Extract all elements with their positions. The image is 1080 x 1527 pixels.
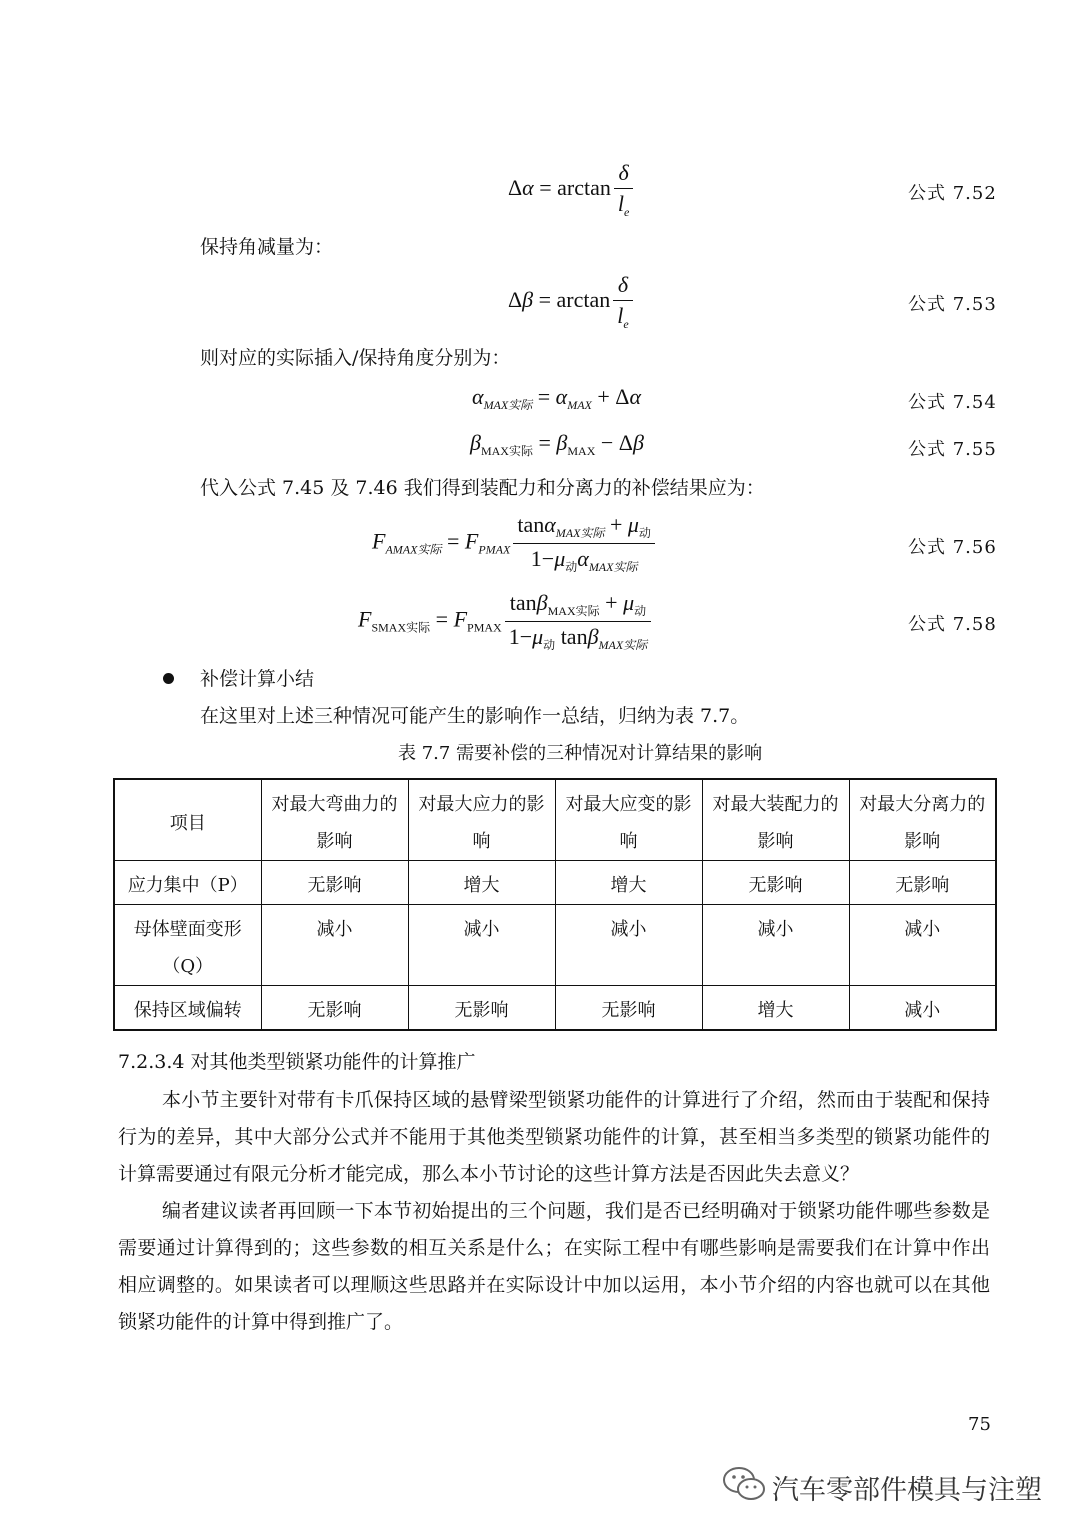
table-caption: 表 7.7 需要补偿的三种情况对计算结果的影响	[398, 743, 763, 764]
table-header-cell: 对最大分离力的影响	[849, 779, 996, 861]
table-cell: 减小	[702, 905, 849, 986]
table-row-label: 母体壁面变形（Q）	[114, 905, 261, 986]
paragraph: 本小节主要针对带有卡爪保持区域的悬臂梁型锁紧功能件的计算进行了介绍，然而由于装配和保持行为的差异，其中大部分公式并不能用于其他类型锁紧功能件的计算，甚至相当多类型的锁紧功能件的计算需要通过有限元分析才能完成，那么本小节讨论的这些计算方法是否因此失去意义？	[118, 1089, 990, 1185]
text-substitute: 代入公式 7.45 及 7.46 我们得到装配力和分离力的补偿结果应为：	[200, 477, 765, 499]
paragraph: 编者建议读者再回顾一下本节初始提出的三个问题，我们是否已经明确对于锁紧功能件哪些参数是需要通过计算得到的；这些参数的相互关系是什么；在实际工程中有哪些影响是需要我们在计算中作出相应调整的。如果读者可以理顺这些思路并在实际设计中加以运用，本小节介绍的内容也就可以在其他锁紧功能件的计算中得到推广了。	[118, 1200, 990, 1333]
table-row	[114, 861, 996, 905]
equation-label: 公式 7.54	[908, 392, 997, 413]
table-cell: 无影响	[849, 861, 996, 905]
equation-label: 公式 7.58	[908, 614, 997, 635]
bullet-dot-icon	[163, 673, 174, 684]
table-header-cell: 对最大应变的影响	[555, 779, 702, 861]
table-header-row	[114, 779, 996, 861]
section-heading: 7.2.3.4 对其他类型锁紧功能件的计算推广	[118, 1051, 476, 1073]
table-cell: 无影响	[261, 861, 408, 905]
equation-7-56: $F_{AMAX实际} = F_{PMAX}$ $\frac{\tan\alpha_{MAX实际} + \mu_动}{1-\mu_动\alpha_{MAX实际}}$	[372, 512, 658, 575]
table-header-cell: 对最大应力的影响	[408, 779, 555, 861]
equation-7-54: $\alpha_{MAX实际} = \alpha_{MAX} + \Delta\alpha$	[472, 384, 641, 412]
equation-7-52: Δα = arctan $\frac{\delta}{l_e}$	[508, 160, 636, 220]
results-table	[113, 778, 997, 1031]
table-row-label: 应力集中（P）	[114, 861, 261, 905]
text-summary-intro: 在这里对上述三种情况可能产生的影响作一总结，归纳为表 7.7。	[200, 705, 750, 727]
page-number: 75	[968, 1414, 991, 1435]
table-cell: 增大	[408, 861, 555, 905]
table-cell: 增大	[702, 986, 849, 1031]
section-body	[118, 1082, 990, 1341]
equation-label: 公式 7.52	[908, 183, 997, 204]
table-header-cell: 对最大装配力的影响	[702, 779, 849, 861]
table-row	[114, 986, 996, 1031]
equation-7-53: Δβ = arctan $\frac{\delta}{l_e}$	[508, 272, 636, 332]
table-cell: 无影响	[555, 986, 702, 1031]
table-cell: 减小	[408, 905, 555, 986]
table-row-label: 保持区域偏转	[114, 986, 261, 1031]
equation-7-58: $F_{SMAX实际} = F_{PMAX}$ $\frac{\tan\beta_{MAX实际} + \mu_动}{1-\mu_动 \tan\beta_{MAX实际}}$	[358, 590, 654, 653]
text-keep-angle: 保持角减量为：	[200, 236, 334, 258]
wechat-icon	[722, 1464, 768, 1504]
table-cell: 无影响	[408, 986, 555, 1031]
table-header-cell: 对最大弯曲力的影响	[261, 779, 408, 861]
table-cell: 减小	[555, 905, 702, 986]
table-cell: 无影响	[261, 986, 408, 1031]
table-cell: 减小	[261, 905, 408, 986]
table-cell: 减小	[849, 905, 996, 986]
equation-7-55: $\beta_{MAX实际} = \beta_{MAX} - \Delta\beta$	[470, 430, 644, 458]
equation-label: 公式 7.53	[908, 294, 997, 315]
table-cell: 无影响	[702, 861, 849, 905]
table-cell: 减小	[849, 986, 996, 1031]
text-actual-angles: 则对应的实际插入/保持角度分别为：	[200, 347, 511, 369]
table-cell: 增大	[555, 861, 702, 905]
table-row	[114, 905, 996, 986]
table-header-cell: 项目	[114, 779, 261, 861]
equation-label: 公式 7.55	[908, 439, 997, 460]
equation-label: 公式 7.56	[908, 537, 997, 558]
watermark-text: 汽车零部件模具与注塑	[772, 1475, 1042, 1506]
bullet-title: 补偿计算小结	[200, 668, 315, 690]
